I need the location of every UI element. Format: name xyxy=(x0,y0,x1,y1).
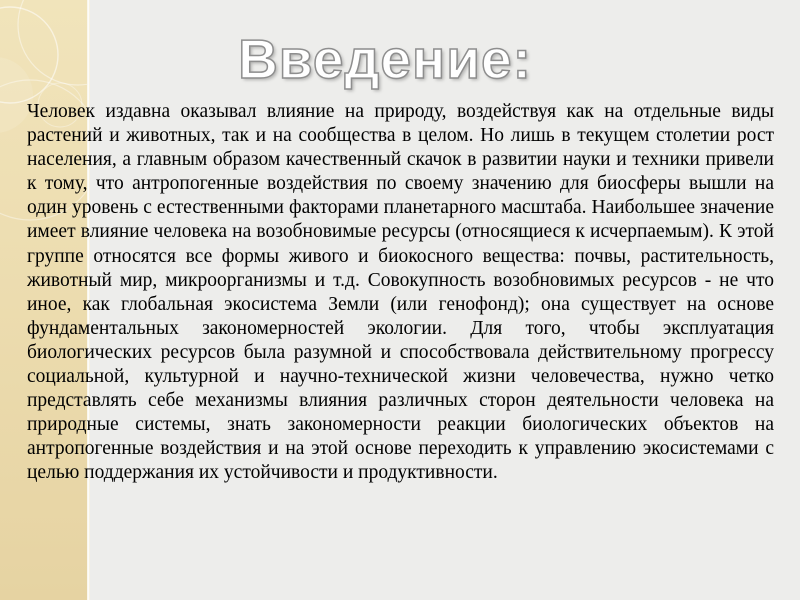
slide-body-text: Человек издавна оказывал влияние на природу, воздействуя как на отдельные виды растений и животных, так и на сообщества в целом. Но лишь в текущем столетии рост населения, а главным образом качественный скачок в развитии науки и техники привели к тому, что антропогенные воздействия по своему значению для биосферы вышли на один уровень с естественными факторами планетарного масштаба. Наибольшее значение имеет влияние человека на возобновимые ресурсы (относящиеся к исчерпаемым). К этой группе относятся все формы живого и биокосного вещества: почвы, растительность, животный мир, микроорганизмы и т.д. Совокупность возобновимых ресурсов - не что иное, как глобальная экосистема Земли (или генофонд); она существует на основе фундаментальных закономерностей экологии. Для того, чтобы эксплуатация биологических ресурсов была разумной и способствовала действительному прогрессу социальной, культурной и научно-технической жизни человечества, нужно четко представлять себе механизмы влияния различных сторон деятельности человека на природные системы, знать закономерности реакции биологических объектов на антропогенные воздействия и на этой основе переходить к управлению экосистемами с целью поддержания их устойчивости и продуктивности. xyxy=(27,101,774,484)
slide-title: Введение: xyxy=(238,28,532,90)
